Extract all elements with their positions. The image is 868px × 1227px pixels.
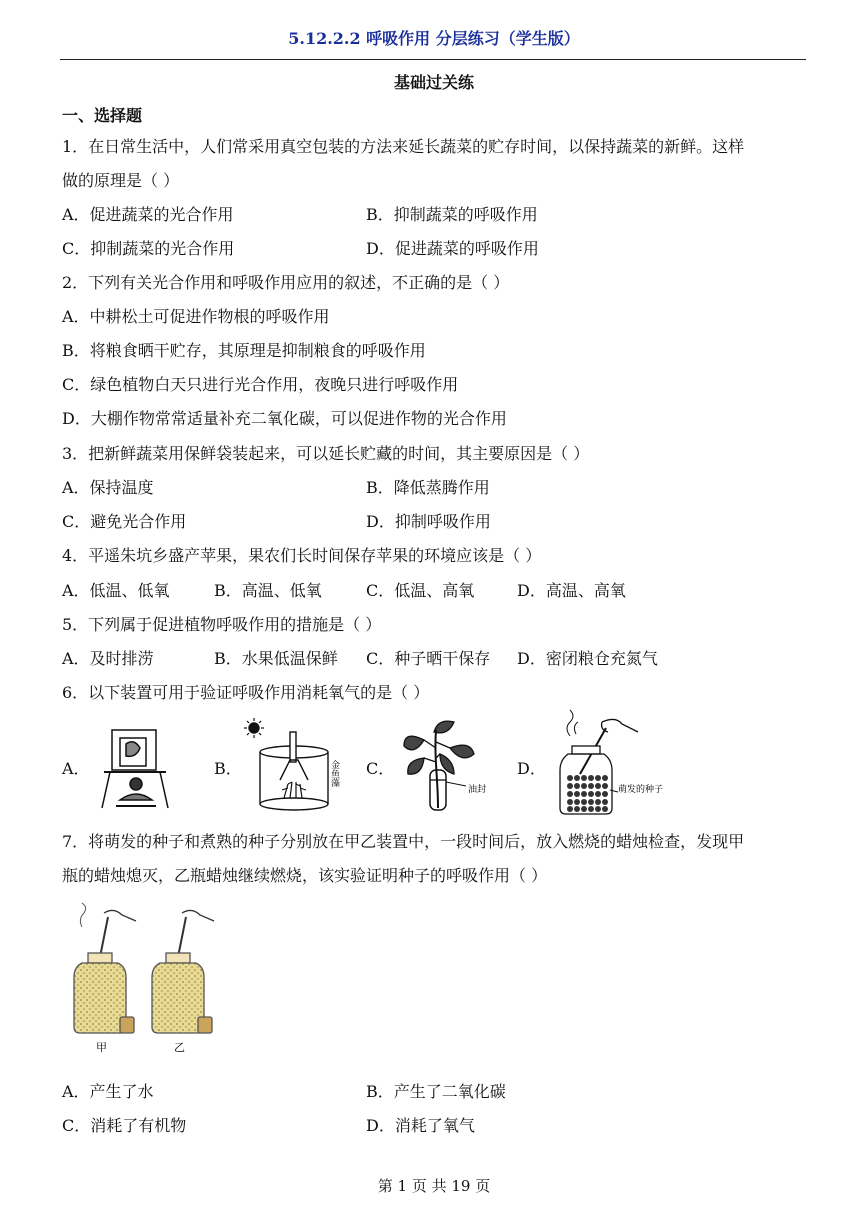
q4-option-b: B．高温、低氧 (214, 581, 322, 600)
q1-option-c: C．抑制蔬菜的光合作用 (62, 239, 235, 258)
q6-figure-d-jar-seeds-icon (556, 712, 666, 816)
section-title: 基础过关练 (393, 73, 474, 92)
q1-option-a: A．促进蔬菜的光合作用 (62, 205, 234, 224)
q4-option-d: D．高温、高氧 (517, 581, 626, 600)
question-7-line-2: 瓶的蜡烛熄灭，乙瓶蜡烛继续燃烧，该实验证明种子的呼吸作用（ ） (62, 866, 548, 885)
q7-figure-label-yi: 乙 (174, 1041, 185, 1054)
q6-figure-c-plant-tube-icon (394, 718, 504, 814)
q6-figure-label: 油封 (468, 785, 487, 795)
q5-option-a: A．及时排涝 (62, 649, 154, 668)
question-7-line-1: 7．将萌发的种子和煮熟的种子分别放在甲乙装置中，一段时间后，放入燃烧的蜡烛检查，发现甲 (62, 832, 745, 851)
q5-option-c: C．种子晒干保存 (366, 649, 491, 668)
q6-figure-label: 金鱼藻 (329, 760, 339, 787)
question-2-line-1: 2．下列有关光合作用和呼吸作用应用的叙述，不正确的是（ ） (62, 273, 510, 292)
q7-figure-two-jars-icon (70, 905, 230, 1057)
q3-option-c: C．避免光合作用 (62, 512, 187, 531)
q7-option-b: B．产生了二氧化碳 (366, 1082, 506, 1101)
page-footer: 第 1 页 共 19 页 (377, 1177, 491, 1195)
q2-option-d: D．大棚作物常常适量补充二氧化碳，可以促进作物的光合作用 (62, 409, 507, 428)
q7-option-a: A．产生了水 (62, 1082, 154, 1101)
question-5-line-1: 5．下列属于促进植物呼吸作用的措施是（ ） (62, 615, 382, 634)
q7-option-d: D．消耗了氧气 (366, 1116, 475, 1135)
q6-figure-label: 萌发的种子 (618, 785, 664, 795)
q7-option-c: C．消耗了有机物 (62, 1116, 187, 1135)
q4-option-c: C．低温、高氧 (366, 581, 475, 600)
question-3-line-1: 3．把新鲜蔬菜用保鲜袋装起来，可以延长贮藏的时间，其主要原因是（ ） (62, 444, 590, 463)
q3-option-d: D．抑制呼吸作用 (366, 512, 491, 531)
q6-figure-b-aquarium-icon (240, 718, 350, 814)
document-header: 5.12.2.2 呼吸作用 分层练习（学生版） (288, 29, 580, 48)
question-4-line-1: 4．平遥朱坑乡盛产苹果，果农们长时间保存苹果的环境应该是（ ） (62, 546, 542, 565)
q3-option-a: A．保持温度 (62, 478, 154, 497)
q3-option-b: B．降低蒸腾作用 (366, 478, 490, 497)
q5-option-b: B．水果低温保鲜 (214, 649, 338, 668)
q2-option-a: A．中耕松土可促进作物根的呼吸作用 (62, 307, 330, 326)
q1-option-b: B．抑制蔬菜的呼吸作用 (366, 205, 538, 224)
part-heading: 一、选择题 (62, 106, 143, 125)
question-1-line-1: 1．在日常生活中，人们常采用真空包装的方法来延长蔬菜的贮存时间，以保持蔬菜的新鲜。这样 (62, 137, 745, 156)
q5-option-d: D．密闭粮仓充氮气 (517, 649, 658, 668)
q6-figure-a-beaker-icon (96, 722, 176, 812)
q2-option-c: C．绿色植物白天只进行光合作用，夜晚只进行呼吸作用 (62, 375, 459, 394)
question-1-line-2: 做的原理是（ ） (62, 171, 180, 190)
q6-option-d: D． (517, 759, 546, 778)
q6-option-b: B． (214, 759, 242, 778)
q7-figure-label-jia: 甲 (96, 1041, 107, 1054)
q4-option-a: A．低温、低氧 (62, 581, 170, 600)
q1-option-d: D．促进蔬菜的呼吸作用 (366, 239, 539, 258)
q6-option-a: A． (62, 759, 90, 778)
q2-option-b: B．将粮食晒干贮存，其原理是抑制粮食的呼吸作用 (62, 341, 426, 360)
q6-option-c: C． (366, 759, 395, 778)
header-rule (60, 59, 806, 60)
question-6-line-1: 6．以下装置可用于验证呼吸作用消耗氧气的是（ ） (62, 683, 430, 702)
